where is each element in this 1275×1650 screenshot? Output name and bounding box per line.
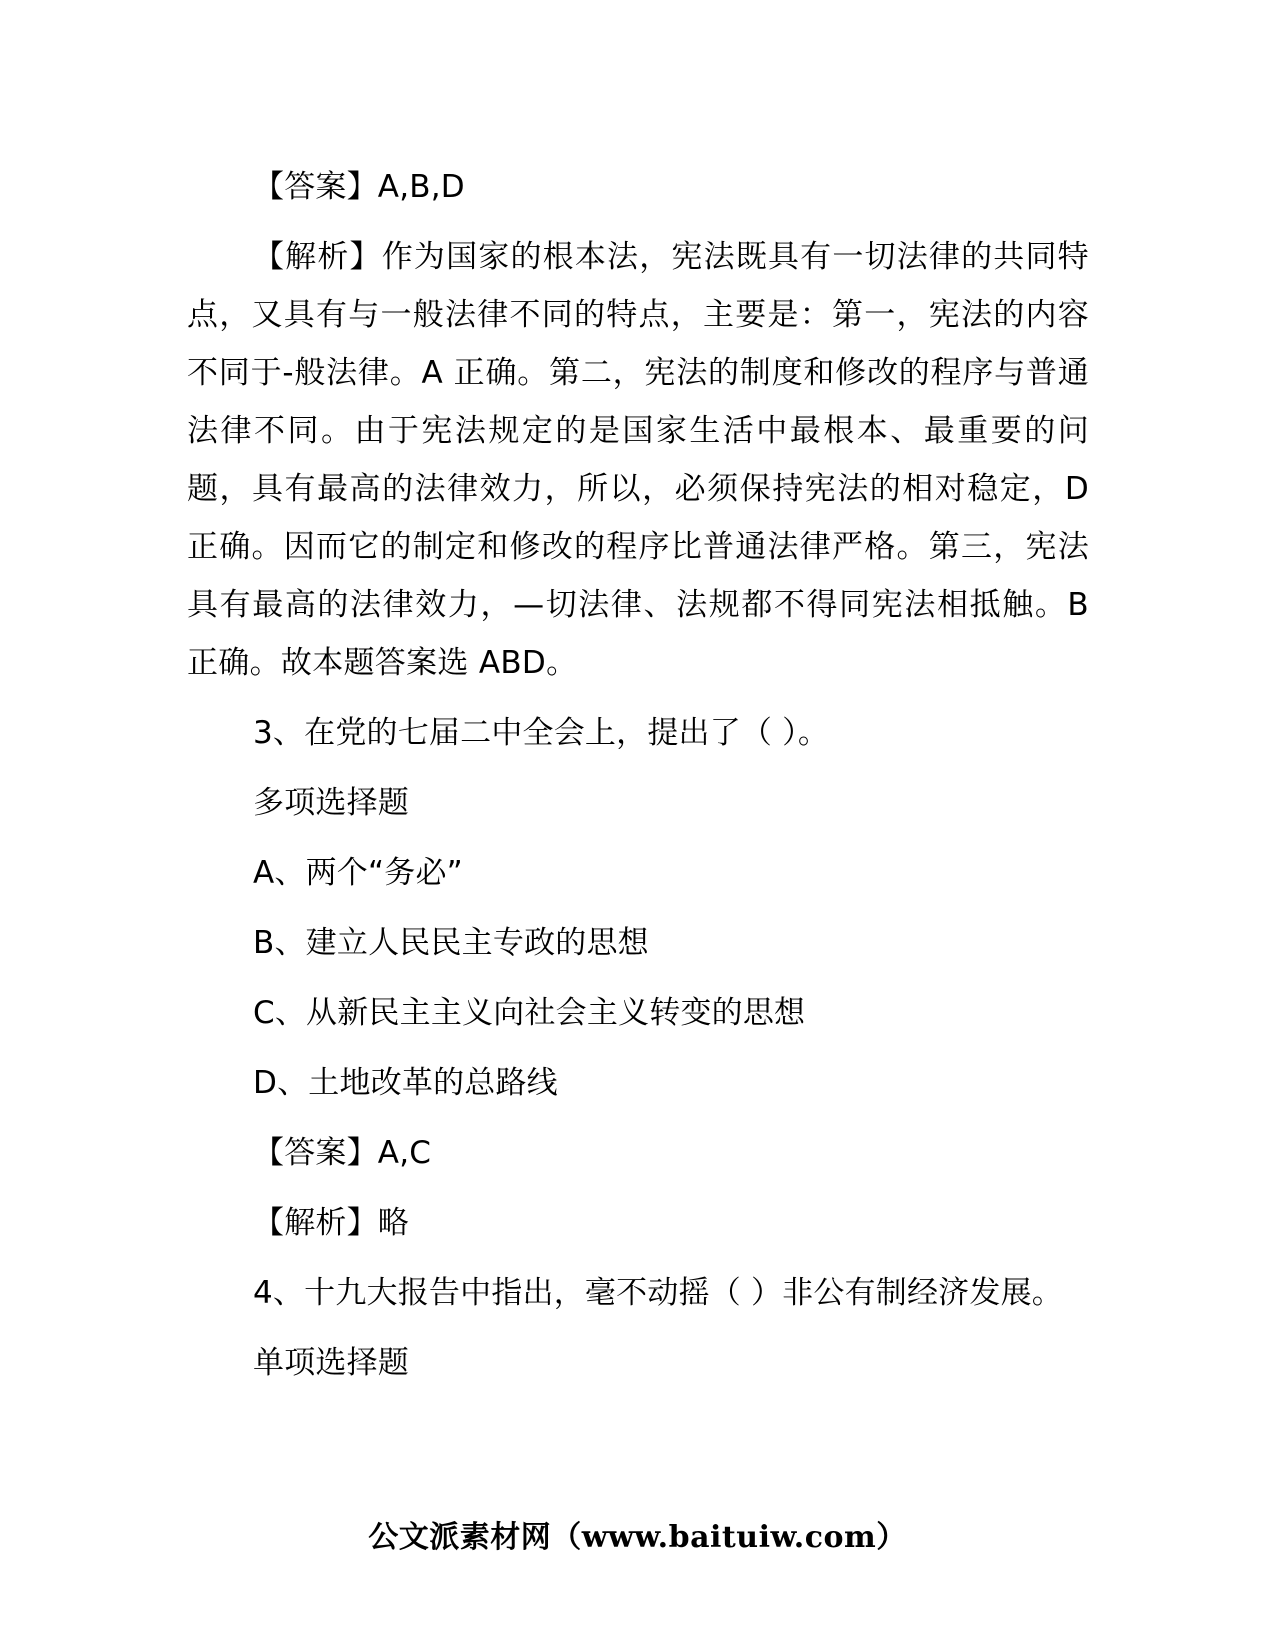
q3-option-a: A、两个“务必”	[253, 855, 463, 891]
q3-answer: 【答案】A,C	[253, 1135, 432, 1171]
q2-analysis	[187, 228, 1089, 692]
q2-answer: 【答案】A,B,D	[253, 169, 465, 205]
q2-analysis-text: 作为国家的根本法，宪法既具有一切法律的共同特点，又具有与一般法律不同的特点，主要是：第一，宪法的内容不同于-般法律。A 正确。第二，宪法的制度和修改的程序与普通法律不同。由于宪法规定的是国家生活中最根本、最重要的问题，具有最高的法律效力，所以，必须保持宪法的相对稳定，D 正确。因而它的制定和修改的程序比普通法律严格。第三，宪法具有最高的法律效力，—切法律、法规都不得同宪法相抵触。B 正确。故本题答案选 ABD。	[187, 239, 1089, 681]
q4-question: 4、十九大报告中指出，毫不动摇（ ）非公有制经济发展。	[253, 1275, 1063, 1311]
q3-option-b: B、建立人民民主专政的思想	[253, 925, 649, 961]
page-footer: 公文派素材网（www.baituiw.com）	[368, 1520, 907, 1555]
document-content	[187, 158, 1089, 1404]
q3-analysis: 【解析】略	[253, 1205, 409, 1241]
q3-type: 多项选择题	[253, 785, 409, 821]
q2-analysis-label: 【解析】	[253, 239, 382, 275]
q4-type: 单项选择题	[253, 1345, 409, 1381]
q3-question: 3、在党的七届二中全会上，提出了（ ）。	[253, 715, 830, 751]
q3-option-d: D、土地改革的总路线	[253, 1065, 558, 1101]
q3-option-c: C、从新民主主义向社会主义转变的思想	[253, 995, 806, 1031]
